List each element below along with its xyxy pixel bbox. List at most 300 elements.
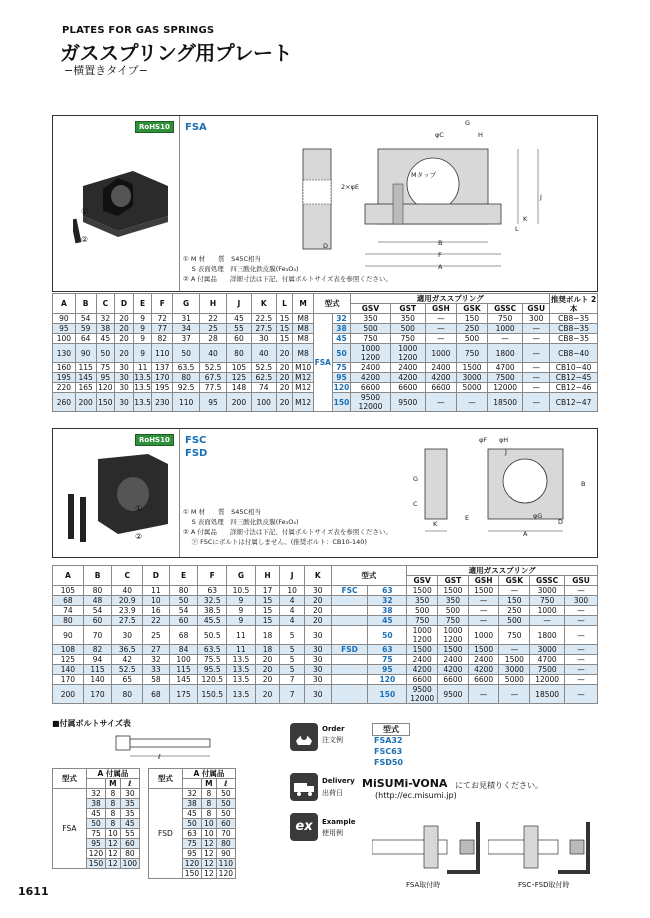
table-row (53, 675, 598, 685)
table-row (53, 586, 598, 596)
table-cell: 200 (53, 685, 84, 704)
table-cell: 20 (255, 675, 280, 685)
table-cell: 54 (83, 606, 112, 616)
dim-l: L (515, 225, 519, 233)
table-cell: — (425, 393, 456, 412)
fsc-technical-drawing (383, 439, 586, 539)
table-cell: 60 (83, 616, 112, 626)
table-cell: 1500 (499, 655, 530, 665)
table-cell: 80 (53, 616, 84, 626)
bolt-col-m: M (202, 779, 217, 789)
spring-header: GSV (351, 304, 390, 314)
table-cell: 28 (200, 334, 227, 344)
table-cell: CB8−35 (550, 324, 598, 334)
table-cell: 1000 1200 (438, 626, 469, 645)
table-cell: 1000 1200 (390, 344, 425, 363)
table-cell: M12 (293, 393, 314, 412)
table-row (53, 606, 598, 616)
table-cell: 32 (86, 789, 105, 799)
table-cell: 80 (227, 344, 252, 363)
table-cell: 4 (280, 606, 305, 616)
table-cell: M8 (293, 324, 314, 334)
table-cell: 8 (202, 809, 217, 819)
table-cell: — (523, 344, 550, 363)
table-cell: 30 (115, 383, 134, 393)
table-cell: — (565, 606, 598, 616)
series-cell (331, 596, 368, 606)
delivery-label-en: Delivery (322, 777, 355, 785)
delivery-label-jp: 出荷日 (322, 789, 343, 797)
table-cell: 32 (182, 789, 201, 799)
table-cell: 35 (120, 799, 139, 809)
series-cell: FSA (53, 789, 87, 869)
table-cell: — (468, 596, 499, 606)
table-cell: 20.9 (112, 596, 143, 606)
table-cell: — (565, 675, 598, 685)
table-cell: 9 (133, 324, 152, 334)
table-cell: 95 (182, 849, 201, 859)
table-cell: 12 (202, 859, 217, 869)
table-cell: 36.5 (112, 645, 143, 655)
page-number: 1611 (18, 885, 49, 898)
table-cell: 10 (143, 596, 170, 606)
series-cell (331, 685, 368, 704)
table-cell: 90 (53, 314, 76, 324)
table-cell: 9 (133, 334, 152, 344)
table-cell: 40 (251, 344, 276, 363)
table-cell: 2400 (351, 363, 390, 373)
table-cell: 1000 1200 (407, 626, 438, 645)
table-cell: 92.5 (173, 383, 200, 393)
table-cell: 115 (169, 665, 198, 675)
table-cell: 52.5 (251, 363, 276, 373)
table-cell: 10.5 (227, 586, 256, 596)
table-cell: 50 (182, 819, 201, 829)
table-row (149, 789, 236, 799)
table-cell: 30 (112, 626, 143, 645)
col-header: K (251, 294, 276, 314)
table-cell: 250 (499, 606, 530, 616)
table-cell: 1000 (488, 324, 523, 334)
table-cell: 40 (112, 586, 143, 596)
table-cell: 115 (83, 665, 112, 675)
size-cell: 120 (333, 383, 350, 392)
table-cell: 4200 (407, 665, 438, 675)
table-cell: 94 (83, 655, 112, 665)
table-cell: 3000 (499, 665, 530, 675)
table-cell: 12 (202, 869, 217, 879)
col-header: E (169, 566, 198, 586)
table-cell: 125 (227, 373, 252, 383)
table-cell: 115 (75, 363, 96, 373)
table-cell: 20 (276, 383, 293, 393)
table-cell: 150 (86, 859, 105, 869)
table-cell: 20 (276, 344, 293, 363)
table-cell: 750 (407, 616, 438, 626)
spring-header: GSSC (488, 304, 523, 314)
table-cell: 70 (83, 626, 112, 645)
table-cell: 6600 (407, 675, 438, 685)
table-cell: 5 (280, 626, 305, 645)
table-cell: 67.5 (200, 373, 227, 383)
size-cell: 75 (368, 655, 407, 665)
bolt-col-acc: A 付属品 (86, 769, 139, 779)
table-cell: 150.5 (198, 685, 227, 704)
table-cell: — (468, 616, 499, 626)
table-cell: 175 (169, 685, 198, 704)
table-cell: 160 (53, 363, 76, 373)
col-header: L (276, 294, 293, 314)
table-cell: M12 (293, 383, 314, 393)
table-cell: 33 (143, 665, 170, 675)
table-cell: 20 (255, 665, 280, 675)
dim-b: B (581, 480, 586, 488)
spring-header: GST (390, 304, 425, 314)
table-cell: 5 (280, 655, 305, 665)
table-cell: 45 (227, 314, 252, 324)
table-cell: 6600 (468, 675, 499, 685)
col-header: G (227, 566, 256, 586)
series-cell: FSD (149, 789, 183, 879)
table-cell: 60 (227, 334, 252, 344)
rohs-badge: RoHS10 (135, 121, 174, 133)
col-header: A (53, 294, 76, 314)
series-cell (331, 616, 368, 626)
table-cell: 95 (200, 393, 227, 412)
series-cell: FSA (314, 314, 333, 412)
table-cell: 4 (280, 616, 305, 626)
table-cell: 7500 (488, 373, 523, 383)
table-cell: CB12−45 (550, 373, 598, 383)
order-header: 型式 (372, 723, 410, 736)
table-cell: 170 (83, 685, 112, 704)
table-cell: 60 (169, 616, 198, 626)
table-cell: — (523, 393, 550, 412)
table-cell: 12 (202, 849, 217, 859)
table-cell: 80 (169, 586, 198, 596)
table-cell: 200 (75, 393, 96, 412)
col-header: G (173, 294, 200, 314)
table-cell: — (499, 685, 530, 704)
size-cell: 50 (368, 626, 407, 645)
table-cell: 90 (216, 849, 235, 859)
table-cell: 50 (216, 799, 235, 809)
table-cell: 59 (75, 324, 96, 334)
table-cell: 6600 (351, 383, 390, 393)
bolt-fsa-body (53, 789, 140, 869)
size-cell: 45 (368, 616, 407, 626)
table-cell: 31 (173, 314, 200, 324)
table-cell: 65 (112, 675, 143, 685)
spring-header: GSU (565, 576, 598, 586)
table-cell: 110 (216, 859, 235, 869)
table-cell: 105 (227, 363, 252, 373)
table-cell: 32.5 (198, 596, 227, 606)
spring-header: GSSC (530, 576, 565, 586)
col-header: E (133, 294, 152, 314)
bolt-col-type: 型式 (53, 769, 87, 789)
example-fsc-drawing (488, 822, 596, 877)
table-cell: — (565, 665, 598, 675)
col-header: H (255, 566, 280, 586)
table-cell: 20 (115, 314, 134, 324)
table-cell: 30 (115, 363, 134, 373)
dim-a: A (438, 263, 443, 271)
spring-header: GSU (523, 304, 550, 314)
dim-phi-h: φH (499, 436, 509, 444)
table-cell: 72 (152, 314, 173, 324)
table-cell: 750 (530, 596, 565, 606)
order-label-en: Order (322, 725, 345, 733)
table-cell: 4200 (425, 373, 456, 383)
table-cell: 7500 (530, 665, 565, 675)
table-cell: 38 (182, 799, 201, 809)
table-cell: 13.5 (227, 665, 256, 675)
table-cell: 20 (304, 616, 331, 626)
table-cell: 30 (304, 675, 331, 685)
table-cell: 105 (53, 586, 84, 596)
fsa-panel (52, 115, 598, 292)
table-cell: 80 (173, 373, 200, 383)
table-cell: 30 (304, 655, 331, 665)
table-cell: 195 (53, 373, 76, 383)
dim-g: G (465, 119, 471, 127)
table-cell: 500 (438, 606, 469, 616)
table-cell: 4200 (438, 665, 469, 675)
col-header-springs: 適用ガススプリング (351, 294, 550, 304)
table-cell: 30 (304, 685, 331, 704)
table-cell: 100 (169, 655, 198, 665)
spring-header: GST (438, 576, 469, 586)
series-cell: FSC (331, 586, 368, 596)
table-cell: 35 (120, 809, 139, 819)
table-cell: 200 (227, 393, 252, 412)
table-cell: 5 (280, 665, 305, 675)
table-cell: 52.5 (200, 363, 227, 373)
table-cell: 18500 (530, 685, 565, 704)
delivery-brand[interactable]: MiSUMi-VONA (362, 777, 448, 790)
bolt-col-type: 型式 (149, 769, 183, 789)
table-cell: 145 (169, 675, 198, 685)
table-cell: 75.5 (198, 655, 227, 665)
table-cell: 1000 (425, 344, 456, 363)
table-cell: 12 (202, 839, 217, 849)
table-cell: — (565, 616, 598, 626)
table-cell: 16 (143, 606, 170, 616)
series-label-fsa: FSA (185, 122, 207, 133)
table-cell: 140 (53, 665, 84, 675)
table-cell: CB8−35 (550, 314, 598, 324)
table-cell: 27.5 (251, 324, 276, 334)
size-cell: 95 (332, 373, 351, 383)
bolt-col-l: ℓ (216, 779, 235, 789)
table-cell: — (456, 393, 487, 412)
table-cell: 25 (143, 626, 170, 645)
table-row (53, 626, 598, 645)
series-label-fsd: FSD (185, 448, 208, 459)
table-cell: 30 (304, 626, 331, 645)
order-examples (374, 735, 403, 768)
table-cell: 1500 (468, 645, 499, 655)
table-cell: 120 (86, 849, 105, 859)
table-cell: 30 (251, 334, 276, 344)
table-cell: 20 (115, 324, 134, 334)
table-row (53, 789, 140, 799)
table-cell: 32 (96, 314, 115, 324)
table-cell: M10 (293, 363, 314, 373)
size-cell: 63 (368, 586, 407, 596)
dim-j: J (540, 193, 542, 201)
table-cell: 9500 (390, 393, 425, 412)
table-cell: — (499, 586, 530, 596)
table-cell: M12 (293, 373, 314, 383)
table-cell: 74 (53, 606, 84, 616)
size-cell: 75 (332, 363, 351, 373)
table-cell: 3000 (456, 373, 487, 383)
table-cell: 50 (216, 789, 235, 799)
table-cell: 9500 12000 (407, 685, 438, 704)
table-cell: — (530, 616, 565, 626)
table-cell: — (499, 645, 530, 655)
table-cell: 30 (304, 586, 331, 596)
table-cell: 63 (198, 586, 227, 596)
bolt-fsd-body (149, 789, 236, 879)
dim-b: B (438, 239, 443, 247)
bolt-col-blank (86, 779, 105, 789)
table-cell: 4 (280, 596, 305, 606)
table-cell: 2400 (407, 655, 438, 665)
table-cell: 18 (255, 626, 280, 645)
col-header-type: 型式 (331, 566, 407, 586)
order-example: FSC63 (374, 747, 403, 756)
table-cell: 170 (53, 675, 84, 685)
col-header: H (200, 294, 227, 314)
table-cell: 12000 (530, 675, 565, 685)
spring-header: GSK (456, 304, 487, 314)
delivery-url[interactable]: (http://ec.misumi.jp) (375, 791, 457, 800)
fsa-product-photo (73, 156, 178, 246)
table-row (53, 645, 598, 655)
table-cell: 55 (120, 829, 139, 839)
dim-a: A (523, 530, 528, 538)
table-cell: 110 (173, 393, 200, 412)
table-cell: 20 (255, 685, 280, 704)
order-icon (290, 723, 318, 751)
example-caption-fsa: FSA取付時 (406, 881, 441, 889)
series-cell (331, 675, 368, 685)
table-cell: 82 (83, 645, 112, 655)
table-cell: 12000 (488, 383, 523, 393)
table-cell: 45 (96, 334, 115, 344)
size-cell: 120 (368, 675, 407, 685)
table-cell: 11 (227, 645, 256, 655)
fsc-panel (52, 428, 598, 558)
table-cell: 750 (390, 334, 425, 344)
table-cell: — (468, 606, 499, 616)
table-cell: 9 (133, 344, 152, 363)
size-cell: 50 (332, 344, 351, 363)
table-cell: 22 (200, 314, 227, 324)
table-cell: 500 (407, 606, 438, 616)
table-cell: 75 (182, 839, 201, 849)
table-cell: 77 (152, 324, 173, 334)
dim-d: D (323, 242, 329, 250)
table-cell: 20 (276, 363, 293, 373)
table-cell: 20 (304, 596, 331, 606)
table-cell: 90 (75, 344, 96, 363)
table-cell: 45 (86, 809, 105, 819)
table-cell: 7 (280, 675, 305, 685)
fsc-notes (183, 507, 392, 547)
table-cell: 30 (120, 789, 139, 799)
table-cell: 58 (143, 675, 170, 685)
table-cell: 120 (96, 383, 115, 393)
table-cell: 150 (456, 314, 487, 324)
table-cell: 60 (216, 819, 235, 829)
table-cell: 95 (96, 373, 115, 383)
table-cell: — (425, 314, 456, 324)
delivery-text: にてお見積りください。 (455, 781, 543, 790)
table-cell: — (565, 626, 598, 645)
table-cell: 10 (106, 829, 121, 839)
dim-j: J (505, 448, 507, 456)
example-caption-fsc: FSC･FSD取付時 (518, 881, 570, 889)
table-cell: CB8−35 (550, 334, 598, 344)
table-cell: 80 (83, 586, 112, 596)
table-cell: 75 (96, 363, 115, 373)
table-cell: 4700 (530, 655, 565, 665)
table-cell: 3000 (530, 645, 565, 655)
table-cell: — (425, 334, 456, 344)
col-header: B (83, 566, 112, 586)
order-example: FSD50 (374, 758, 403, 767)
table-cell: 350 (407, 596, 438, 606)
table-cell: 63.5 (173, 363, 200, 373)
dim-m-tap: Mタップ (411, 171, 437, 179)
col-header: A (53, 566, 84, 586)
table-cell: 8 (106, 809, 121, 819)
note-line: S 表面処理 四三酸化鉄皮膜(Fe₃O₄) (183, 518, 299, 526)
table-cell: 11 (143, 586, 170, 596)
table-cell: 150 (96, 393, 115, 412)
note-line: ① M 材 質 S45C相当 (183, 508, 262, 516)
size-cell: 150 (368, 685, 407, 704)
table-cell: 50 (169, 596, 198, 606)
table-cell: 13.5 (227, 685, 256, 704)
table-cell: 4200 (390, 373, 425, 383)
order-label-jp: 注文例 (322, 736, 343, 744)
table-cell: 1500 (438, 645, 469, 655)
fsc-spec-table (52, 565, 598, 704)
table-cell: 9500 12000 (351, 393, 390, 412)
table-cell: 84 (169, 645, 198, 655)
table-cell: 30 (304, 665, 331, 675)
table-cell: 15 (255, 606, 280, 616)
table-cell: 27.5 (112, 616, 143, 626)
table-cell: 108 (53, 645, 84, 655)
table-cell: 170 (152, 373, 173, 383)
series-cell: FSD (331, 645, 368, 655)
table-cell: 77.5 (200, 383, 227, 393)
series-cell (331, 626, 368, 645)
table-cell: 80 (216, 839, 235, 849)
table-cell: 20 (115, 344, 134, 363)
table-cell: 250 (456, 324, 487, 334)
col-header-type: 型式 (314, 294, 351, 314)
page-title: ガススプリング用プレート (60, 41, 292, 65)
table-cell: 1000 (468, 626, 499, 645)
table-cell: 18 (255, 645, 280, 655)
